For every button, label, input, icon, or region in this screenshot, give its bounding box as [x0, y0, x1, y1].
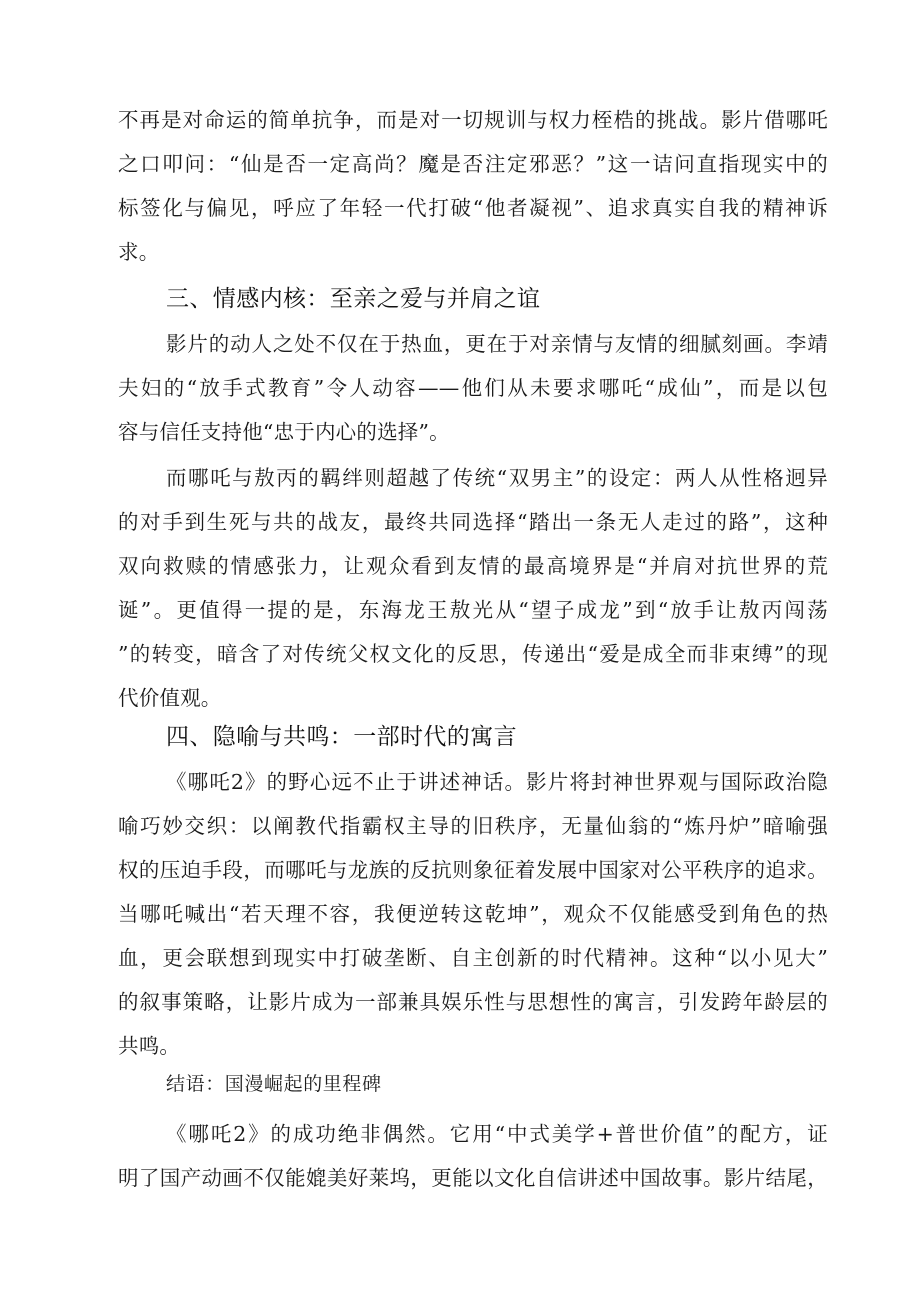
paragraph-line: 求。 [118, 240, 160, 264]
conclusion-heading: 结语：国漫崛起的里程碑 [166, 1073, 382, 1095]
paragraph-line: 明了国产动画不仅能媲美好莱坞，更能以文化自信讲述中国故事。影片结尾， [118, 1166, 828, 1190]
paragraph-line: 代价值观。 [118, 686, 222, 710]
paragraph-line: 夫妇的“放手式教育”令人动容——他们从未要求哪吒“成仙”，而是以包 [118, 376, 828, 400]
paragraph-line: 不再是对命运的简单抗争，而是对一切规训与权力桎梏的挑战。影片借哪吒 [118, 108, 828, 132]
paragraph-line: 的对手到生死与共的战友，最终共同选择“踏出一条无人走过的路”，这种 [118, 510, 828, 534]
paragraph-line: 容与信任支持他“忠于内心的选择”。 [118, 420, 450, 444]
paragraph-line: ”的转变，暗含了对传统父权文化的反思，传递出“爱是成全而非束缚”的现 [118, 642, 828, 666]
section-heading: 三、情感内核：至亲之爱与并肩之谊 [166, 286, 541, 312]
paragraph-line: 《哪吒2》的成功绝非偶然。它用“中式美学+普世价值”的配方，证 [166, 1122, 828, 1146]
paragraph-line: 血，更会联想到现实中打破垄断、自主创新的时代精神。这种“以小见大” [118, 946, 828, 970]
paragraph-line: 喻巧妙交织：以阐教代指霸权主导的旧秩序，无量仙翁的“炼丹炉”暗喻强 [118, 814, 828, 838]
paragraph-line: 共鸣。 [118, 1034, 181, 1058]
section-heading: 四、隐喻与共鸣：一部时代的寓言 [166, 724, 517, 750]
paragraph-line: 之口叩问：“仙是否一定高尚？魔是否注定邪恶？”这一诘问直指现实中的 [118, 152, 828, 176]
paragraph-line: 的叙事策略，让影片成为一部兼具娱乐性与思想性的寓言，引发跨年龄层的 [118, 990, 828, 1014]
paragraph-line: 当哪吒喊出“若天理不容，我便逆转这乾坤”，观众不仅能感受到角色的热 [118, 902, 828, 926]
paragraph-line: 双向救赎的情感张力，让观众看到友情的最高境界是“并肩对抗世界的荒 [118, 554, 828, 578]
paragraph-line: 而哪吒与敖丙的羁绊则超越了传统“双男主”的设定：两人从性格迥异 [166, 466, 828, 490]
paragraph-line: 标签化与偏见，呼应了年轻一代打破“他者凝视”、追求真实自我的精神诉 [118, 196, 828, 220]
paragraph-line: 影片的动人之处不仅在于热血，更在于对亲情与友情的细腻刻画。李靖 [166, 332, 828, 356]
paragraph-line: 权的压迫手段，而哪吒与龙族的反抗则象征着发展中国家对公平秩序的追求。 [118, 858, 828, 882]
paragraph-line: 《哪吒2》的野心远不止于讲述神话。影片将封神世界观与国际政治隐 [166, 770, 828, 794]
paragraph-line: 诞”。更值得一提的是，东海龙王敖光从“望子成龙”到“放手让敖丙闯荡 [118, 598, 828, 622]
